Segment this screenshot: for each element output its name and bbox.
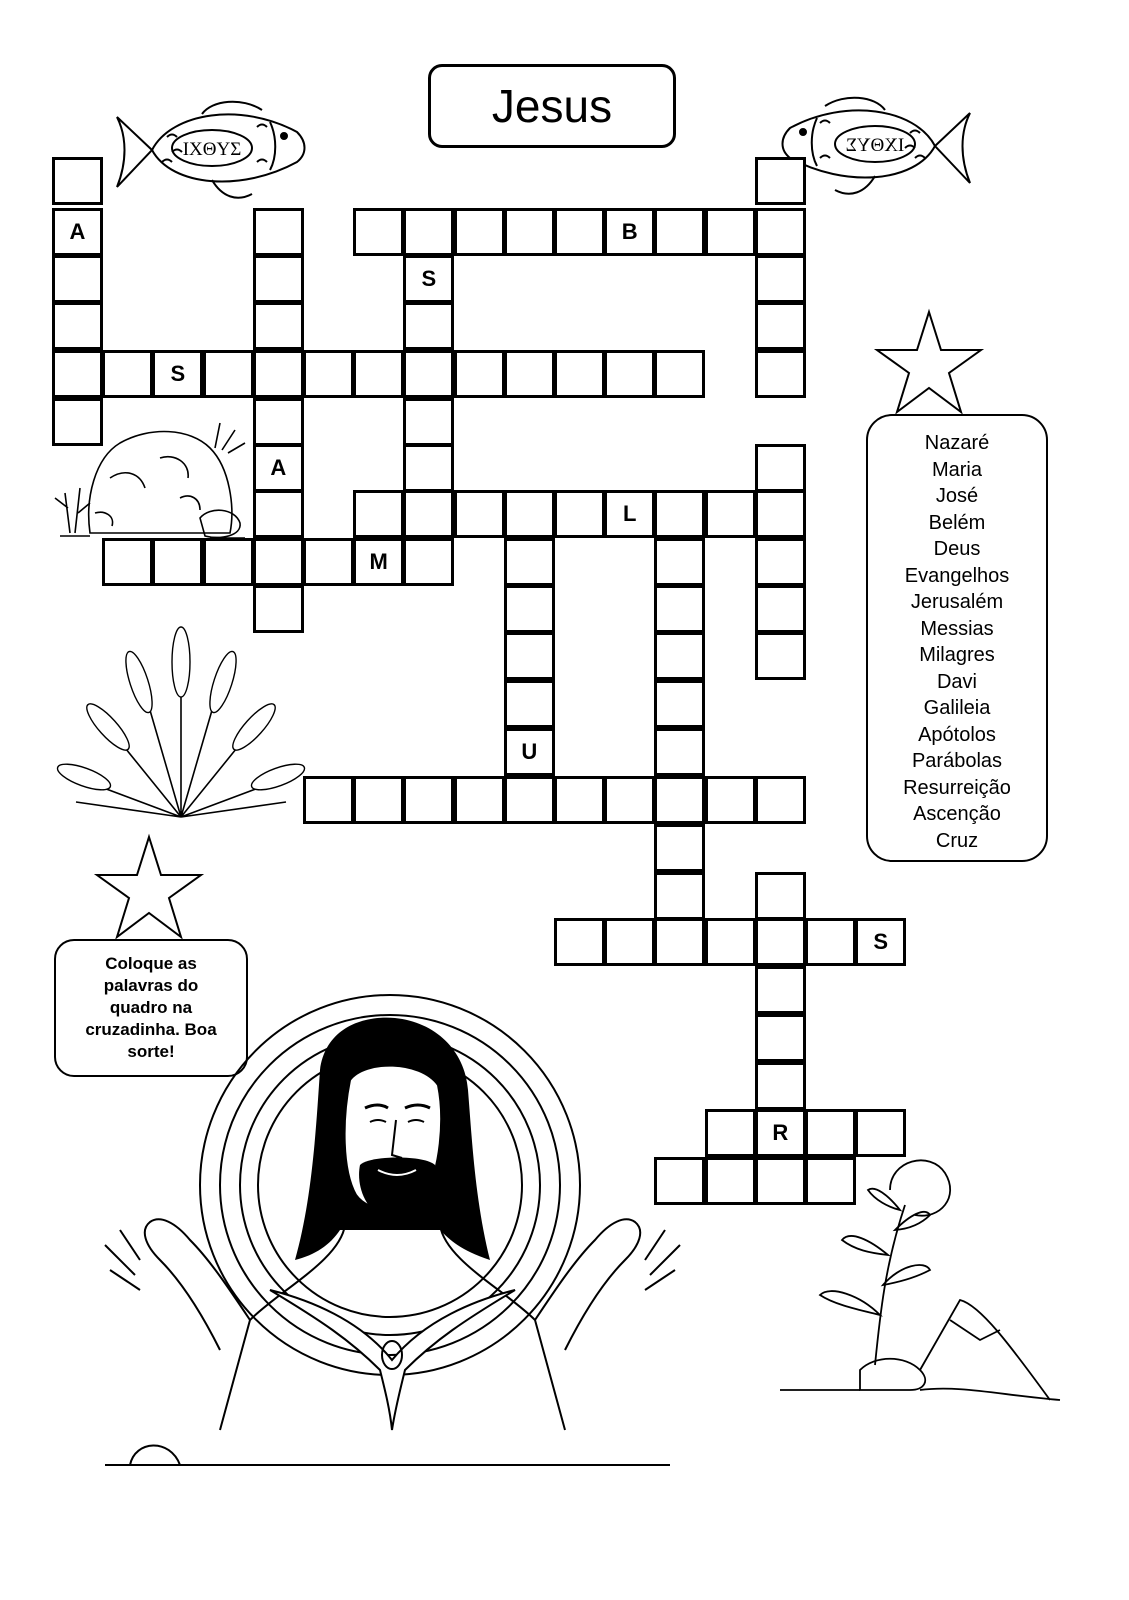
crossword-cell[interactable] [654, 538, 705, 586]
crossword-cell[interactable] [604, 918, 655, 966]
word-bank-item: Messias [920, 617, 994, 640]
jesus-illustration [80, 960, 695, 1490]
crossword-cell-clue-letter[interactable]: R [755, 1109, 806, 1157]
crossword-cell[interactable] [353, 490, 404, 538]
word-bank-item: Resurreição [903, 776, 1011, 799]
crossword-cell-clue-letter[interactable]: S [152, 350, 203, 398]
plant-sun-illustration [780, 1145, 1080, 1435]
fish-left-text: IXΘYΣ [182, 139, 242, 160]
crossword-cell[interactable] [253, 350, 304, 398]
crossword-cell[interactable] [705, 208, 756, 256]
word-bank-item: Milagres [919, 644, 995, 666]
crossword-cell[interactable] [52, 157, 103, 205]
crossword-cell[interactable] [705, 918, 756, 966]
crossword-cell[interactable] [654, 824, 705, 872]
crossword-cell[interactable] [403, 776, 454, 824]
crossword-cell[interactable] [654, 350, 705, 398]
crossword-cell[interactable] [604, 776, 655, 824]
crossword-cell[interactable] [755, 255, 806, 303]
crossword-cell[interactable] [755, 1062, 806, 1110]
instructions-box: Coloque as palavras do quadro na cruzadinha. Boa sorte! [54, 939, 248, 1077]
crossword-cell[interactable] [755, 490, 806, 538]
crossword-cell-clue-letter[interactable]: U [504, 728, 555, 776]
crossword-cell[interactable] [554, 490, 605, 538]
word-bank-item: Jerusalém [910, 591, 1004, 613]
crossword-cell[interactable] [303, 538, 354, 586]
crossword-cell[interactable] [454, 490, 505, 538]
crossword-cell[interactable] [755, 157, 806, 205]
crossword-cell[interactable] [504, 490, 555, 538]
word-bank-item: Maria [931, 458, 982, 481]
crossword-cell[interactable] [102, 350, 153, 398]
crossword-cell[interactable] [203, 538, 254, 586]
crossword-cell[interactable] [253, 302, 304, 350]
crossword-cell[interactable] [353, 350, 404, 398]
crossword-cell[interactable] [504, 585, 555, 633]
crossword-cell[interactable] [353, 776, 404, 824]
star-icon [94, 835, 204, 940]
crossword-cell[interactable] [654, 632, 705, 680]
word-bank-item: Apótolos [918, 723, 996, 746]
crossword-cell[interactable] [353, 208, 404, 256]
crossword-cell[interactable] [755, 776, 806, 824]
crossword-cell[interactable] [554, 350, 605, 398]
crossword-cell[interactable] [203, 350, 254, 398]
crossword-cell-clue-letter[interactable]: A [253, 444, 304, 492]
word-bank-item: Deus [933, 538, 981, 560]
crossword-cell[interactable] [152, 538, 203, 586]
crossword-cell[interactable] [805, 918, 856, 966]
crossword-cell-clue-letter[interactable]: L [604, 490, 655, 538]
crossword-cell[interactable] [253, 538, 304, 586]
crossword-cell[interactable] [705, 776, 756, 824]
crossword-cell[interactable] [403, 538, 454, 586]
crossword-cell-clue-letter[interactable]: S [403, 255, 454, 303]
star-icon [874, 310, 984, 415]
word-bank-item: Belém [928, 511, 986, 534]
crossword-cell[interactable] [654, 680, 705, 728]
crossword-cell[interactable] [52, 350, 103, 398]
crossword-cell[interactable] [755, 444, 806, 492]
crossword-cell[interactable] [52, 302, 103, 350]
word-bank-item: José [935, 485, 979, 507]
crossword-cell[interactable] [454, 776, 505, 824]
crossword-cell[interactable] [403, 444, 454, 492]
crossword-cell[interactable] [755, 585, 806, 633]
crossword-cell[interactable] [454, 208, 505, 256]
crossword-cell[interactable] [755, 350, 806, 398]
crossword-cell[interactable] [755, 1014, 806, 1062]
crossword-cell[interactable] [705, 1109, 756, 1157]
crossword-cell[interactable] [705, 490, 756, 538]
word-bank-item: Nazaré [924, 432, 990, 454]
word-bank [866, 414, 1048, 862]
crossword-cell[interactable] [303, 350, 354, 398]
crossword-cell[interactable] [755, 872, 806, 920]
crossword-cell[interactable] [253, 490, 304, 538]
word-bank-item: Parábolas [911, 750, 1003, 772]
crossword-cell[interactable] [403, 398, 454, 446]
crossword-cell[interactable] [504, 208, 555, 256]
page-title: Jesus [428, 64, 676, 148]
crossword-cell-clue-letter[interactable]: A [52, 208, 103, 256]
crossword-cell[interactable] [755, 632, 806, 680]
crossword-cell[interactable] [654, 585, 705, 633]
fish-right-text: IXΘYΣ [845, 135, 905, 156]
crossword-cell-clue-letter[interactable]: B [604, 208, 655, 256]
crossword-cell[interactable] [604, 350, 655, 398]
crossword-cell[interactable] [504, 538, 555, 586]
crossword-cell[interactable] [504, 350, 555, 398]
crossword-cell[interactable] [504, 632, 555, 680]
crossword-cell[interactable] [403, 490, 454, 538]
crossword-cell[interactable] [755, 208, 806, 256]
word-bank-item: Evangelhos [904, 564, 1010, 587]
word-bank-item: Ascenção [913, 803, 1001, 825]
crossword-cell[interactable] [654, 872, 705, 920]
fish-ichthys-left-illustration [112, 92, 312, 207]
crossword-cell[interactable] [403, 208, 454, 256]
crossword-cell[interactable] [504, 680, 555, 728]
crossword-cell-clue-letter[interactable]: M [353, 538, 404, 586]
crossword-cell[interactable] [654, 918, 705, 966]
crossword-cell[interactable] [755, 538, 806, 586]
crossword-cell[interactable] [654, 490, 705, 538]
crossword-cell[interactable] [102, 538, 153, 586]
crossword-cell[interactable] [705, 1157, 756, 1205]
crossword-cell[interactable] [755, 966, 806, 1014]
wheat-illustration [46, 622, 316, 822]
crossword-cell[interactable] [403, 350, 454, 398]
word-bank-item: Galileia [923, 697, 991, 719]
crossword-cell[interactable] [554, 208, 605, 256]
crossword-cell[interactable] [755, 302, 806, 350]
crossword-cell-clue-letter[interactable]: S [855, 918, 906, 966]
crossword-cell[interactable] [52, 255, 103, 303]
crossword-cell[interactable] [253, 398, 304, 446]
crossword-cell[interactable] [403, 302, 454, 350]
crossword-cell[interactable] [654, 208, 705, 256]
tomb-rocks-illustration [50, 418, 250, 543]
word-bank-item: Davi [936, 670, 977, 693]
crossword-cell[interactable] [253, 255, 304, 303]
crossword-cell[interactable] [654, 776, 705, 824]
crossword-cell[interactable] [654, 728, 705, 776]
crossword-cell[interactable] [554, 918, 605, 966]
crossword-cell[interactable] [554, 776, 605, 824]
crossword-cell[interactable] [755, 918, 806, 966]
crossword-cell[interactable] [253, 208, 304, 256]
word-bank-item: Cruz [935, 829, 979, 852]
crossword-cell[interactable] [504, 776, 555, 824]
crossword-cell[interactable] [454, 350, 505, 398]
